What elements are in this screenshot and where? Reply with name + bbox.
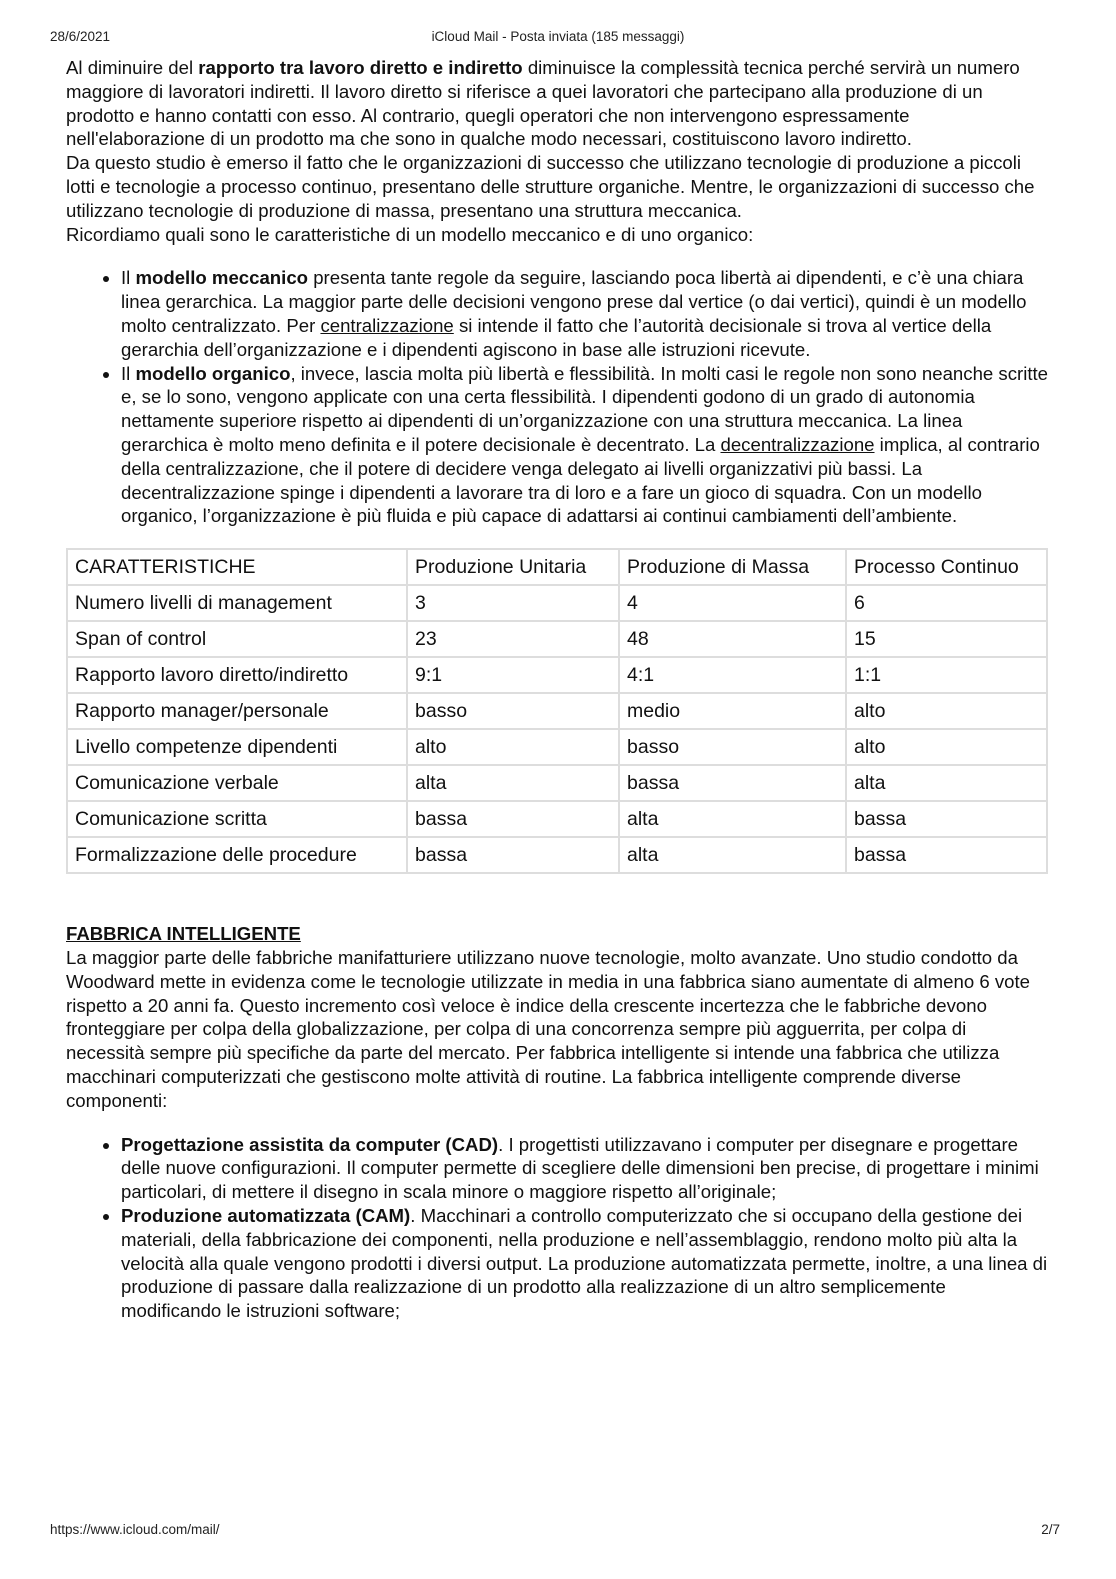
table-cell: bassa	[407, 801, 619, 837]
text: Il	[121, 267, 136, 289]
table-cell: Rapporto lavoro diretto/indiretto	[67, 657, 407, 693]
table-cell: 9:1	[407, 657, 619, 693]
table-cell: Numero livelli di management	[67, 585, 407, 621]
header-cell: Produzione di Massa	[619, 549, 846, 585]
table-row	[67, 621, 1047, 657]
table-cell: 6	[846, 585, 1047, 621]
table-cell: 3	[407, 585, 619, 621]
bold-text: rapporto tra lavoro diretto e indiretto	[198, 57, 523, 78]
table-row	[67, 765, 1047, 801]
table-cell: Livello competenze dipendenti	[67, 729, 407, 765]
text: implica, al contrario della centralizzazione, che il potere di decidere venga delegato ai livelli organizzativi più bassi. La decentralizzazione spinge i dipendenti a lavorare tra di loro e a fare un gioco di squadra. Con un modello organico, l’organizzazione è più fluida e più capace di adattarsi ai continui cambiamenti dell’ambiente.	[121, 433, 1040, 527]
text: presenta tante regole da seguire, lasciando poca libertà ai dipendenti, e c’è una chiara linea gerarchica. La maggior parte delle decisioni vengono prese dal vertice (o dai vertici), quindi è un modello molto centralizzato. Per	[121, 267, 1027, 336]
list-item	[121, 1204, 1048, 1323]
table-row	[67, 729, 1047, 765]
bold-text: modello meccanico	[135, 267, 309, 289]
page-title: iCloud Mail - Posta inviata (185 messaggi)	[431, 29, 685, 44]
text: , invece, lascia molta più libertà e flessibilità. In molti casi le regole non sono neanche scritte e, se lo sono, vengono applicate con una certa flessibilità. I dipendenti godono di un grado di autonomia nettamente superiore rispetto ai dipendenti di un’organizzazione con una struttura meccanica. La linea gerarchica è molto meno definita e il potere decisionale è decentrato. La	[121, 362, 1049, 455]
paragraph	[66, 56, 1048, 151]
table-cell: Comunicazione verbale	[67, 765, 407, 801]
characteristics-table	[66, 548, 1048, 874]
table-cell: 1:1	[846, 657, 1047, 693]
table-row	[67, 837, 1047, 873]
models-list	[66, 266, 1048, 528]
table-cell: alta	[407, 765, 619, 801]
text: . Macchinari a controllo computerizzato che si occupano della gestione dei materiali, della fabbricazione dei componenti, nella produzione e nell’assemblaggio, rendono molto più alta la velocità alla quale vengono prodotti i diversi output. La produzione automatizzata permette, inoltre, a una linea di produzione di passare dalla realizzazione di un prodotto alla realizzazione di un altro semplicemente modificando le istruzioni software;	[121, 1204, 1048, 1322]
bold-text: Produzione automatizzata (CAM)	[121, 1204, 411, 1226]
document-body	[66, 56, 1048, 1323]
list-item	[121, 266, 1048, 361]
table-cell: bassa	[846, 801, 1047, 837]
bold-text: modello organico	[135, 362, 291, 384]
table-cell: Formalizzazione delle procedure	[67, 837, 407, 873]
table-cell: Span of control	[67, 621, 407, 657]
table-header-row	[67, 549, 1047, 585]
paragraph: Da questo studio è emerso il fatto che le organizzazioni di successo che utilizzano tecnologie di produzione a piccoli lotti e tecnologie a processo continuo, presentano delle strutture organiche. Mentre, le organizzazioni di successo che utilizzano tecnologie di produzione di massa, presentano una struttura meccanica.	[66, 152, 1035, 221]
table-cell: alta	[619, 801, 846, 837]
table-row	[67, 585, 1047, 621]
table-row	[67, 657, 1047, 693]
underlined-text: centralizzazione	[320, 314, 454, 336]
paragraph: Ricordiamo quali sono le caratteristiche di un modello meccanico e di uno organico:	[66, 223, 754, 245]
table-cell: alta	[846, 765, 1047, 801]
table-cell: alto	[407, 729, 619, 765]
table-cell: bassa	[619, 765, 846, 801]
table-row	[67, 693, 1047, 729]
table-cell: 4:1	[619, 657, 846, 693]
table-cell: 23	[407, 621, 619, 657]
page-url: https://www.icloud.com/mail/	[50, 1522, 220, 1537]
text: diminuisce la complessità tecnica perché servirà un numero maggiore di lavoratori indiretti. Il lavoro diretto si riferisce a quei lavoratori che partecipano alla produzione di un prodotto e hanno contatti con esso. Al contrario, quegli operatori che non intervengono espressamente nell'elaborazione di un prodotto ma che sono in qualche modo necessari, costituiscono lavoro indiretto.	[66, 57, 1020, 150]
list-item	[121, 362, 1048, 529]
table-cell: Comunicazione scritta	[67, 801, 407, 837]
table-cell: bassa	[407, 837, 619, 873]
table-cell: basso	[619, 729, 846, 765]
table-cell: alto	[846, 729, 1047, 765]
header-cell: Produzione Unitaria	[407, 549, 619, 585]
table-cell: alto	[846, 693, 1047, 729]
table-cell: Rapporto manager/personale	[67, 693, 407, 729]
underlined-text: decentralizzazione	[720, 433, 875, 455]
components-list	[66, 1133, 1048, 1323]
table-cell: basso	[407, 693, 619, 729]
table-cell: medio	[619, 693, 846, 729]
page-number: 2/7	[1041, 1522, 1060, 1537]
table-cell: bassa	[846, 837, 1047, 873]
text: Il	[121, 362, 136, 384]
table-cell: 4	[619, 585, 846, 621]
list-item	[121, 1133, 1048, 1204]
text: . I progettisti utilizzavano i computer per disegnare e progettare delle nuove configurazioni. Il computer permette di scegliere delle dimensioni ben precise, di progettare i minimi particolari, di mettere il disegno in scala minore o maggiore rispetto all’originale;	[121, 1133, 1039, 1203]
header-cell: Processo Continuo	[846, 549, 1047, 585]
section-heading: FABBRICA INTELLIGENTE	[66, 923, 301, 945]
print-date: 28/6/2021	[50, 29, 111, 44]
table-cell: alta	[619, 837, 846, 873]
table-cell: 15	[846, 621, 1047, 657]
table-row	[67, 801, 1047, 837]
text: Al diminuire del	[66, 57, 199, 78]
header-cell: CARATTERISTICHE	[67, 549, 407, 585]
paragraph: La maggior parte delle fabbriche manifatturiere utilizzano nuove tecnologie, molto avanzate. Uno studio condotto da Woodward mette in evidenza come le tecnologie utilizzate in media in una fabbrica siano aumentate di almeno 6 vote rispetto a 20 anni fa. Questo incremento così veloce è indice della crescente incertezza che le fabbriche devono fronteggiare per colpa della globalizzazione, per colpa di una concorrenza sempre più agguerrita, per colpa di necessità sempre più specifiche da parte del mercato. Per fabbrica intelligente si intende una fabbrica che utilizza macchinari computerizzati che gestiscono molte attività di routine. La fabbrica intelligente comprende diverse componenti:	[66, 946, 1030, 1111]
bold-text: Progettazione assistita da computer (CAD)	[121, 1133, 499, 1155]
table-cell: 48	[619, 621, 846, 657]
text: si intende il fatto che l’autorità decisionale si trova al vertice della gerarchia dell’organizzazione e i dipendenti agiscono in base alle istruzioni ricevute.	[121, 314, 992, 360]
